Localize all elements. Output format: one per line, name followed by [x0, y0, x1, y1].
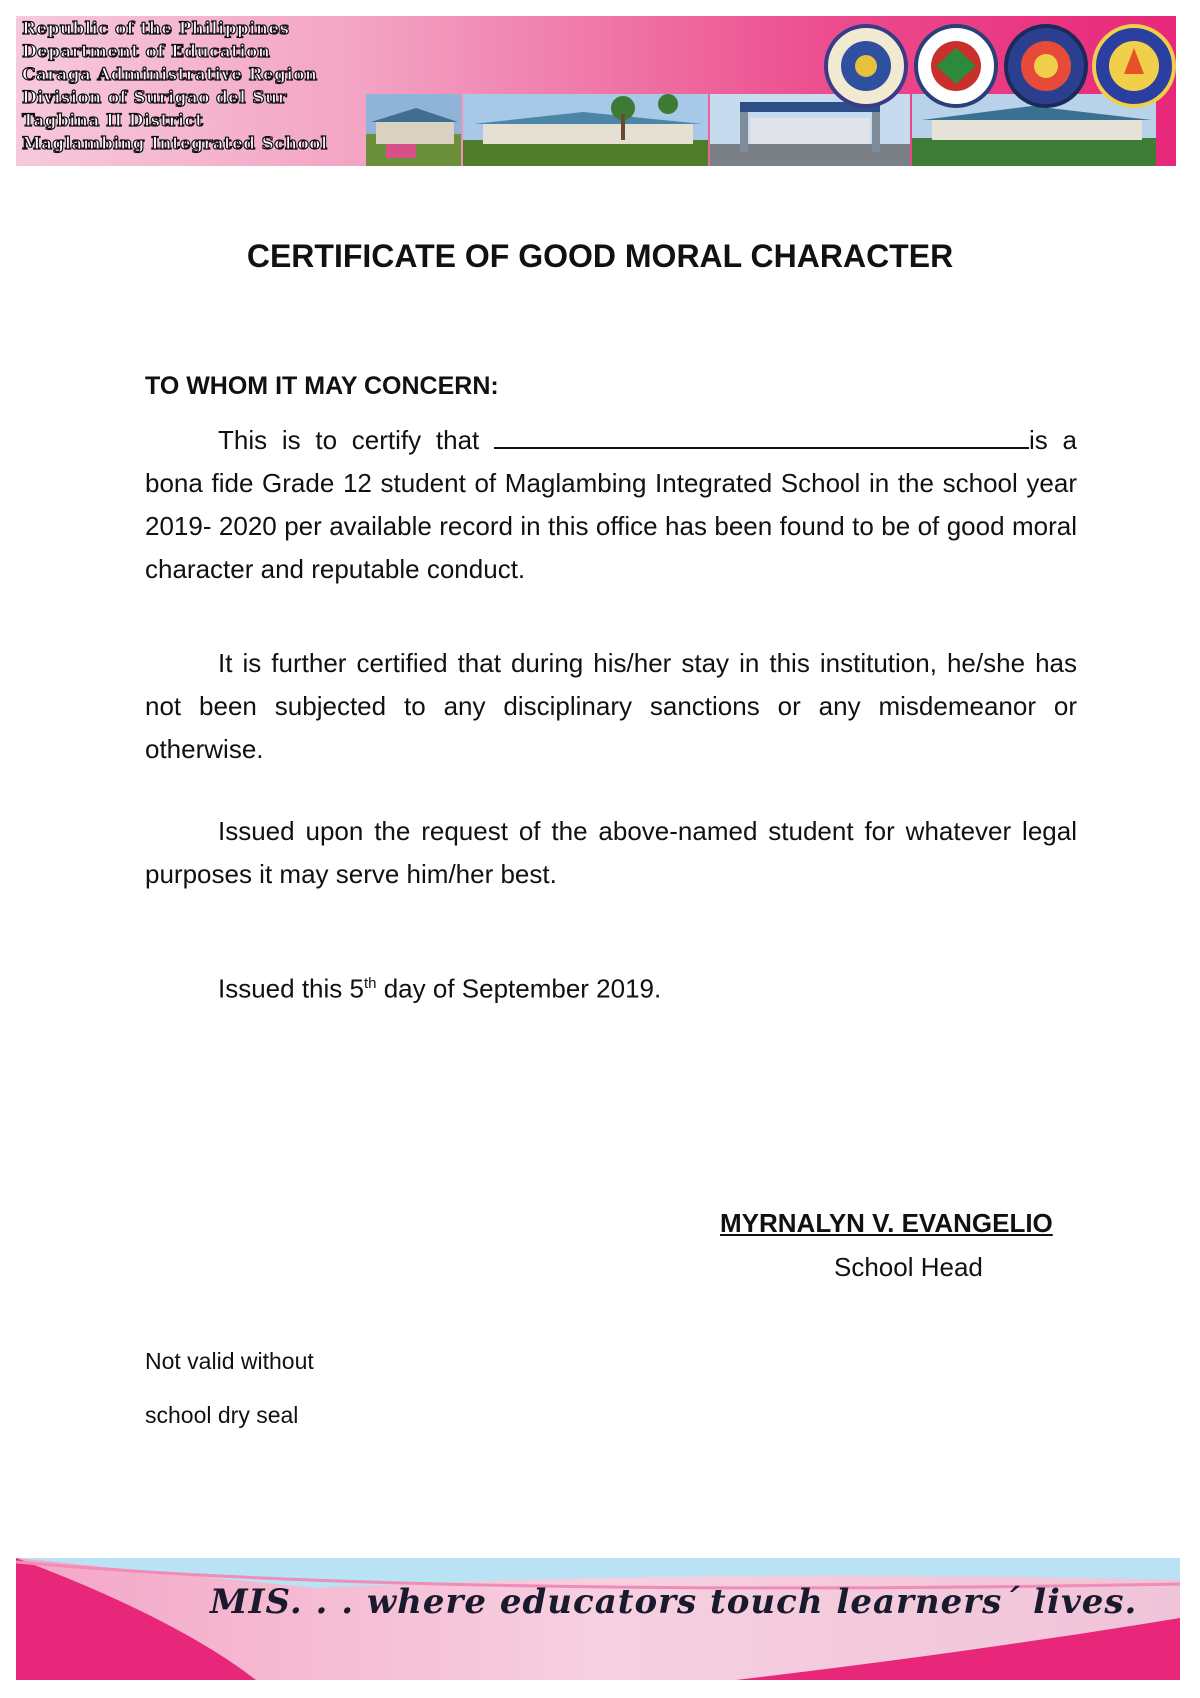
- deped-seal-icon: [826, 26, 906, 106]
- paragraph-certify: [145, 419, 1077, 591]
- issued-prefix: Issued this 5: [218, 973, 364, 1004]
- salutation: TO WHOM IT MAY CONCERN:: [145, 372, 499, 400]
- further-text: It is further certified that during his/her stay in this institution, he/she has not been subjected to any disciplinary sanctions or any misdemeanor or otherwise.: [145, 648, 1077, 764]
- certificate-title: CERTIFICATE OF GOOD MORAL CHARACTER: [246, 238, 954, 274]
- district-seal-icon: [1006, 26, 1086, 106]
- header-line-school: Maglambing Integrated School: [22, 134, 328, 154]
- header-line-district: Tagbina II District: [22, 111, 204, 131]
- note-line-2: school dry seal: [145, 1402, 299, 1428]
- student-name-blank: [494, 423, 1029, 449]
- certify-rest: is a bona fide Grade 12 student of Maglambing Integrated School in the school year 2019- 2020 per available record in this office has been found to be of good moral character and reputable conduct.: [145, 425, 1077, 584]
- issued-date: [145, 962, 1077, 1011]
- header-line-republic: Republic of the Philippines: [22, 19, 290, 39]
- header-line-division: Division of Surigao del Sur: [22, 88, 287, 108]
- footer-motto: MIS. . . where educators touch learners´ lives.: [210, 1582, 1138, 1622]
- seals-image: [806, 20, 1176, 112]
- header-text-block: [22, 18, 402, 166]
- paragraph-request: [145, 810, 1077, 896]
- note-line-1: Not valid without: [145, 1348, 314, 1374]
- header-line-department: Department of Education: [22, 42, 271, 62]
- signatory-title: School Head: [834, 1252, 983, 1282]
- header-line-region: Caraga Administrative Region: [22, 65, 318, 85]
- certify-intro: This is to certify that: [218, 425, 495, 455]
- issued-sup: th: [363, 975, 377, 992]
- division-seal-icon: [916, 26, 996, 106]
- school-seal-icon: [1094, 26, 1174, 106]
- request-text: Issued upon the request of the above-named student for whatever legal purposes it may serve him/her best.: [145, 816, 1077, 889]
- signatory-name: MYRNALYN V. EVANGELIO: [720, 1208, 1053, 1238]
- header-banner: [16, 16, 1176, 166]
- paragraph-further: [145, 642, 1077, 771]
- issued-suffix: day of September 2019.: [376, 973, 662, 1004]
